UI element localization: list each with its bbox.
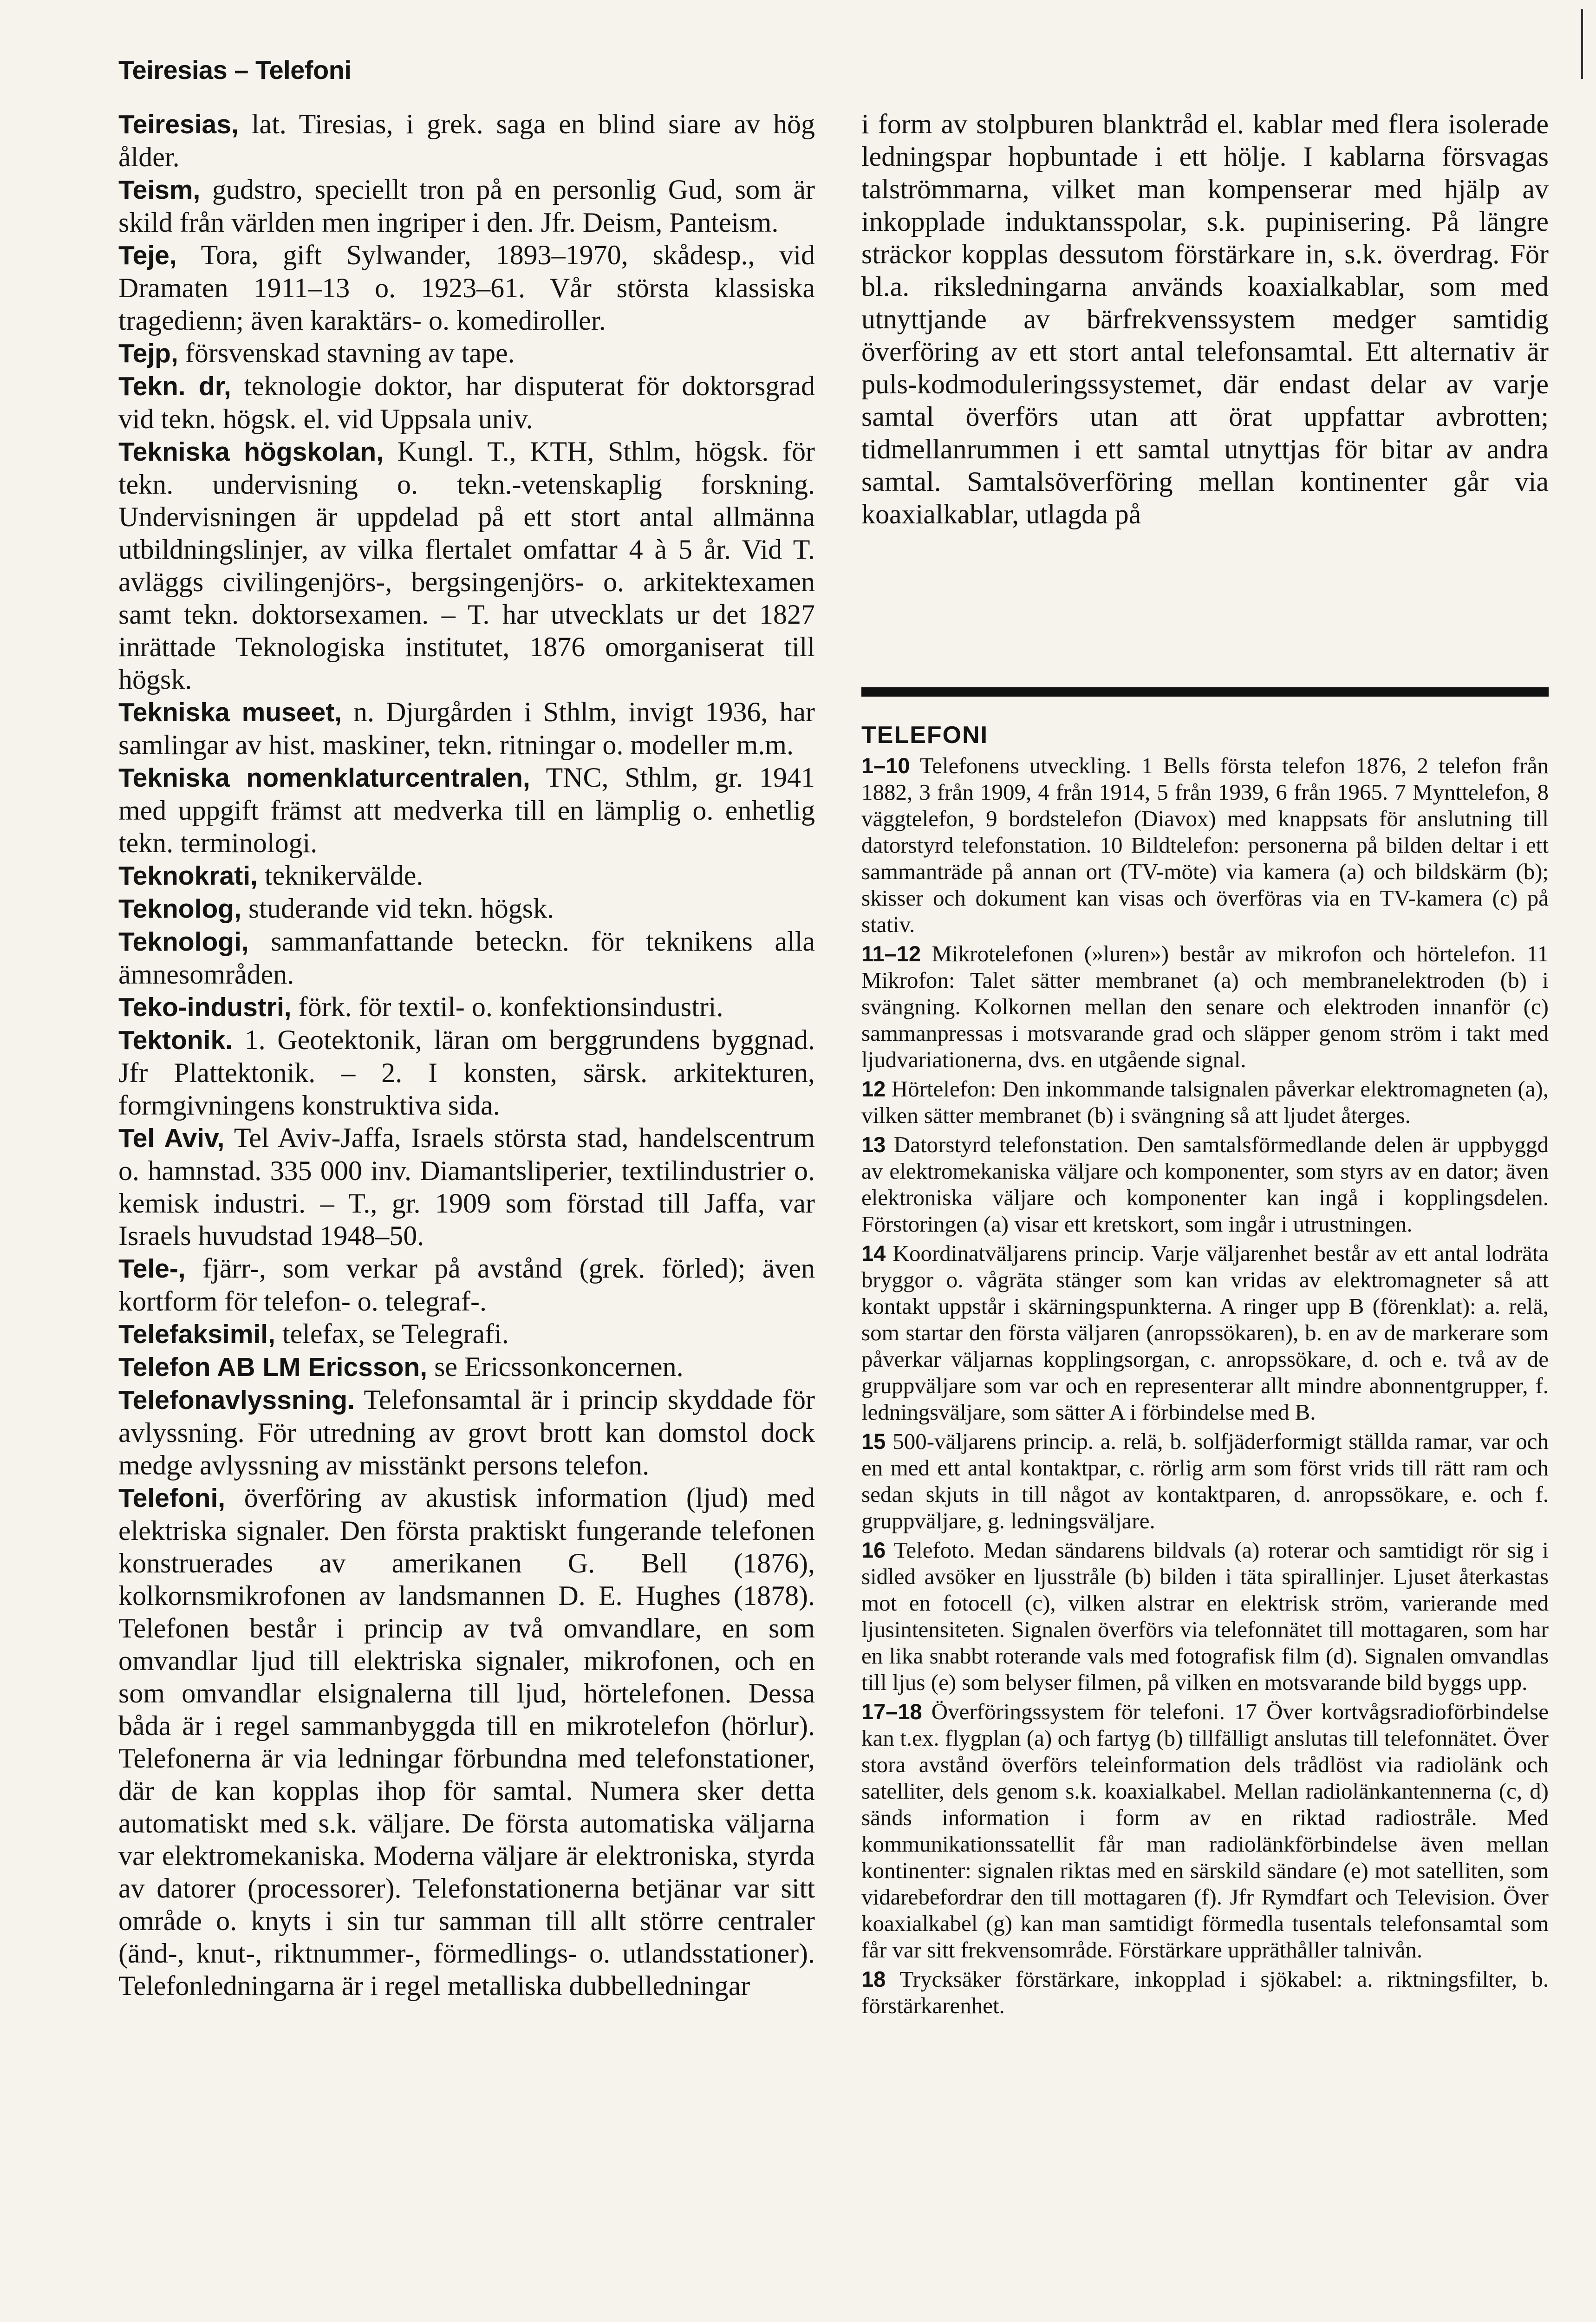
figure-caption <box>861 1131 1549 1237</box>
dictionary-entry <box>118 892 815 925</box>
figure-caption <box>861 1076 1549 1128</box>
entry-headword: Teism, <box>118 175 201 205</box>
caption-number: 14 <box>861 1241 886 1265</box>
caption-text: Datorstyrd telefonstation. Den samtalsförmedlande delen är uppbyggd av elektromekaniska väljare och komponenter, som styrs av en dator; även elektroniska väljare och komponenter kan ingå i kopplingsdelen. Förstoringen (a) visar ett kretskort, som ingår i utrustningen. <box>861 1132 1549 1237</box>
entry-headword: Teknokrati, <box>118 861 258 891</box>
dictionary-entry <box>118 1024 815 1122</box>
caption-list <box>861 752 1549 2019</box>
entry-headword: Telefaksimil, <box>118 1319 275 1349</box>
figure-caption <box>861 940 1549 1073</box>
caption-text: Koordinatväljarens princip. Varje väljarenhet består av ett antal lodräta bryggor o. vågräta stänger som kan vridas av elektromagneter så att kontakt uppstår i skärningspunkterna. A ringer upp B (förenklat): a. relä, som startar den första väljaren (anropssökaren), b. en av de markerare som påverkar väljarnas kopplingsorgan, c. anropssökare, d. och e. två av de gruppväljare som var och en representerar allt mindre abonnentgrupper, f. ledningsväljare, som sätter A i förbindelse med B. <box>861 1240 1549 1425</box>
caption-text: Överföringssystem för telefoni. 17 Över kortvågsradioförbindelse kan t.ex. flygplan (a) och fartyg (b) tillfälligt anslutas till telefonnätet. Över stora avstånd överförs teleinformation dels trådlöst via radiolänk och satelliter, dels genom s.k. koaxialkabel. Mellan radiolänkantennerna (c, d) sänds information i form av en riktad radiostråle. Med kommunikationssatellit får man radiolänkförbindelse även mellan kontinenter: signalen riktas med en särskild sändare (e) mot satelliten, som vidarebefordrar den till mottagaren (f). Jfr Rymdfart och Television. Över koaxialkabel (g) kan man samtidigt förmedla tusentals telefonsamtal som får var sitt frekvensområde. Förstärkare uppräthåller talnivån. <box>861 1699 1549 1963</box>
caption-text: Hörtelefon: Den inkommande talsignalen påverkar elektromagneten (a), vilken sätter membranet (b) i svängning så att ljudet återges. <box>861 1076 1549 1128</box>
entry-headword: Teko-industri, <box>118 992 292 1022</box>
figure-caption <box>861 1428 1549 1534</box>
entry-text: gudstro, speciellt tron på en personlig Gud, som är skild från världen men ingriper i den. Jfr. Deism, Panteism. <box>118 174 815 238</box>
margin-mark <box>1581 9 1583 79</box>
dictionary-entry <box>118 337 815 370</box>
dictionary-entry <box>118 1383 815 1481</box>
caption-number: 16 <box>861 1538 886 1562</box>
figure-caption <box>861 1537 1549 1696</box>
entry-headword: Telefonavlyssning. <box>118 1385 355 1415</box>
entry-text: Kungl. T., KTH, Sthlm, högsk. för tekn. undervisning o. tekn.-vetenskaplig forskning. Undervisningen är uppdelad på ett stort antal allmänna utbildningslinjer, av vilka flertalet omfattar 4 à 5 år. Vid T. avläggs civilingenjörs-, bergsingenjörs- o. arkitektexamen samt tekn. doktorsexamen. – T. har utvecklats ur det 1827 inrättade Teknologiska institutet, 1876 omorganiserat till högsk. <box>118 436 815 695</box>
caption-text: Telefonens utveckling. 1 Bells första telefon 1876, 2 telefon från 1882, 3 från 1909, 4 från 1914, 5 från 1939, 6 från 1965. 7 Mynttelefon, 8 väggtelefon, 9 bordstelefon (Diavox) med knappsats för anslutning till datorstyrd telefonstation. 10 Bildtelefon: personerna på bilden deltar i ett sammanträde på annan ort (TV-möte) via kamera (a) och bildskärm (b); skisser och dokument kan visas och överföras via en TV-kamera (c) på stativ. <box>861 753 1549 937</box>
figure-caption <box>861 1698 1549 1963</box>
entry-text: se Ericssonkoncernen. <box>427 1351 684 1382</box>
caption-text: 500-väljarens princip. a. relä, b. solfjäderformigt ställda ramar, var och en med ett antal kontaktpar, c. rörlig arm som först vrids till rätt ram och sedan skjuts in till något av kontaktparen, d. anropssökare, e. och f. gruppväljare, g. ledningsväljare. <box>861 1428 1549 1533</box>
dictionary-entry <box>118 761 815 859</box>
caption-number: 12 <box>861 1076 886 1101</box>
dictionary-entry <box>118 1252 815 1318</box>
entry-text: teknologie doktor, har disputerat för doktorsgrad vid tekn. högsk. el. vid Uppsala univ. <box>118 371 815 434</box>
entry-text: fjärr-, som verkar på avstånd (grek. förled); även kortform för telefon- o. telegraf-. <box>118 1253 815 1317</box>
entry-text: lat. Tiresias, i grek. saga en blind siare av hög ålder. <box>118 109 815 172</box>
right-column <box>861 108 1549 530</box>
dictionary-entry <box>118 1318 815 1350</box>
entry-headword: Tele-, <box>118 1254 186 1284</box>
caption-number: 17–18 <box>861 1699 922 1724</box>
dictionary-entry <box>118 370 815 435</box>
dictionary-entry <box>118 1350 815 1383</box>
entry-text: n. Djurgården i Sthlm, invigt 1936, har samlingar av hist. maskiner, tekn. ritningar o. modeller m.m. <box>118 697 815 760</box>
page-header: Teiresias – Telefoni <box>118 55 352 85</box>
entry-text: studerande vid tekn. högsk. <box>241 893 554 924</box>
caption-number: 15 <box>861 1429 886 1454</box>
caption-text: Mikrotelefonen (»luren») består av mikrofon och hörtelefon. 11 Mikrofon: Talet sätter membranet (a) och membranelektroden (b) i svängning. Kolkornen mellan den senare och elektroden innanför (c) sammanpressas i motsvarande grad och släpper genom ström i takt med ljudvariationerna, dvs. en utgående signal. <box>861 941 1549 1072</box>
dictionary-entry <box>118 108 815 173</box>
caption-number: 11–12 <box>861 941 921 966</box>
dictionary-entry <box>118 1481 815 2002</box>
entry-headword: Tekn. dr, <box>118 372 231 401</box>
entry-text: telefax, se Telegrafi. <box>275 1318 509 1349</box>
entry-text: förk. för textil- o. konfektionsindustri. <box>291 991 723 1022</box>
section-rule <box>861 687 1549 697</box>
dictionary-entry <box>118 696 815 761</box>
figure-caption <box>861 752 1549 938</box>
entry-headword: Tel Aviv, <box>118 1123 225 1153</box>
entry-headword: Tektonik. <box>118 1025 233 1055</box>
dictionary-entry <box>118 925 815 991</box>
dictionary-entry <box>118 991 815 1024</box>
dictionary-entry <box>118 859 815 892</box>
figure-caption <box>861 1240 1549 1425</box>
entry-headword: Teknologi, <box>118 927 249 957</box>
dictionary-entry <box>118 239 815 337</box>
caption-number: 13 <box>861 1132 886 1157</box>
caption-text: Trycksäker förstärkare, inkopplad i sjökabel: a. riktningsfilter, b. förstärkarenhet. <box>861 1966 1549 2018</box>
entry-text: TNC, Sthlm, gr. 1941 med uppgift främst att medverka till en lämplig o. enhetlig tekn. terminologi. <box>118 762 815 858</box>
caption-number: 18 <box>861 1967 886 1991</box>
entry-text: teknikervälde. <box>257 860 423 891</box>
telefoni-caption-box <box>861 722 1549 2022</box>
entry-text: Telefonsamtal är i princip skyddade för avlyssning. För utredning av grovt brott kan domstol dock medge avlyssning av misstänkt persons telefon. <box>118 1384 815 1481</box>
figure-caption <box>861 1966 1549 2019</box>
entry-text: försvenskad stavning av tape. <box>178 338 515 368</box>
entry-headword: Teiresias, <box>118 110 239 139</box>
entry-text: 1. Geotektonik, läran om berggrundens byggnad. Jfr Plattektonik. – 2. I konsten, särsk. arkitekturen, formgivningens konstruktiva sida. <box>118 1024 815 1121</box>
entry-headword: Teknolog, <box>118 894 241 924</box>
dictionary-entry <box>118 173 815 239</box>
caption-number: 1–10 <box>861 753 910 778</box>
dictionary-entry <box>118 435 815 696</box>
entry-headword: Telefoni, <box>118 1483 226 1513</box>
entry-text: sammanfattande beteckn. för teknikens alla ämnesområden. <box>118 926 815 990</box>
entry-headword: Tekniska museet, <box>118 698 342 727</box>
caption-text: Telefoto. Medan sändarens bildvals (a) roterar och samtidigt rör sig i sidled avsöker en ljusstråle (b) bilden i täta spirallinjer. Ljuset återkastas mot en fotocell (c), vilken alstrar en elektrisk ström, varierande med ljusintensiteten. Signalen överförs via telefonnätet till mottagaren, som har en lika snabbt roterande vals med fotografisk film (d). Signalen omvandlas till ljus (e) som belyser filmen, på vilken en motsvarande bild byggs upp. <box>861 1537 1549 1695</box>
dictionary-entry <box>118 1122 815 1252</box>
entry-headword: Tejp, <box>118 339 178 368</box>
entry-headword: Tekniska nomenklaturcentralen, <box>118 763 530 793</box>
entry-text: överföring av akustisk information (ljud) med elektriska signaler. Den första praktiskt fungerande telefonen konstruerades av amerikanen G. Bell (1876), kolkornsmikrofonen av landsmannen D. E. Hughes (1878). Telefonen består i princip av två omvandlare, en som omvandlar ljud till elektriska signaler, mikrofonen, och en som omvandlar elsignalerna till ljud, hörtelefonen. Dessa båda är i regel sammanbyggda till en mikrotelefon (hörlur). Telefonerna är via ledningar förbundna med telefonstationer, där de kan kopplas ihop för samtal. Numera sker detta automatiskt med s.k. väljare. De första automatiska väljarna var elektromekaniska. Moderna väljare är elektroniska, styrda av datorer (processorer). Telefonstationerna betjänar var sitt område o. knyts i sin tur samman till allt större centraler (änd-, knut-, riktnummer-, förmedlings- o. utlandsstationer). Telefonledningarna är i regel metalliska dubbelledningar <box>118 1482 815 2001</box>
telefoni-continuation: i form av stolpburen blanktråd el. kablar med flera isolerade ledningspar hopbuntade i ett hölje. I kablarna försvagas talströmmarna, vilket man kompenserar med hjälp av inkopplade induktansspolar, s.k. pupinisering. På längre sträckor kopplas dessutom förstärkare in, s.k. överdrag. För bl.a. riksledningarna används koaxialkablar, som med utnyttjande av bärfrekvenssystem medger samtidig överföring av ett stort antal telefonsamtal. Ett alternativ är puls-kodmoduleringssystemet, där endast delar av varje samtal överförs utan att örat uppfattar avbrotten; tidmellanrummen i ett samtal utnyttjas för bitar av andra samtal. Samtalsöverföring mellan kontinenter går via koaxialkablar, utlagda på <box>861 109 1549 529</box>
left-column <box>118 108 815 2002</box>
telefoni-box-title: TELEFONI <box>861 722 989 749</box>
entry-headword: Telefon AB LM Ericsson, <box>118 1352 428 1382</box>
entry-text: Tel Aviv-Jaffa, Israels största stad, handelscentrum o. hamnstad. 335 000 inv. Diamantsliperier, textilindustrier o. kemisk industri. – T., gr. 1909 som förstad till Jaffa, var Israels huvudstad 1948–50. <box>118 1122 815 1251</box>
entry-text: Tora, gift Sylwander, 1893–1970, skådesp., vid Dramaten 1911–13 o. 1923–61. Vår största klassiska tragedienn; även karaktärs- o. komediroller. <box>118 240 815 336</box>
entry-headword: Tekniska högskolan, <box>118 437 384 467</box>
entry-headword: Teje, <box>118 241 177 270</box>
